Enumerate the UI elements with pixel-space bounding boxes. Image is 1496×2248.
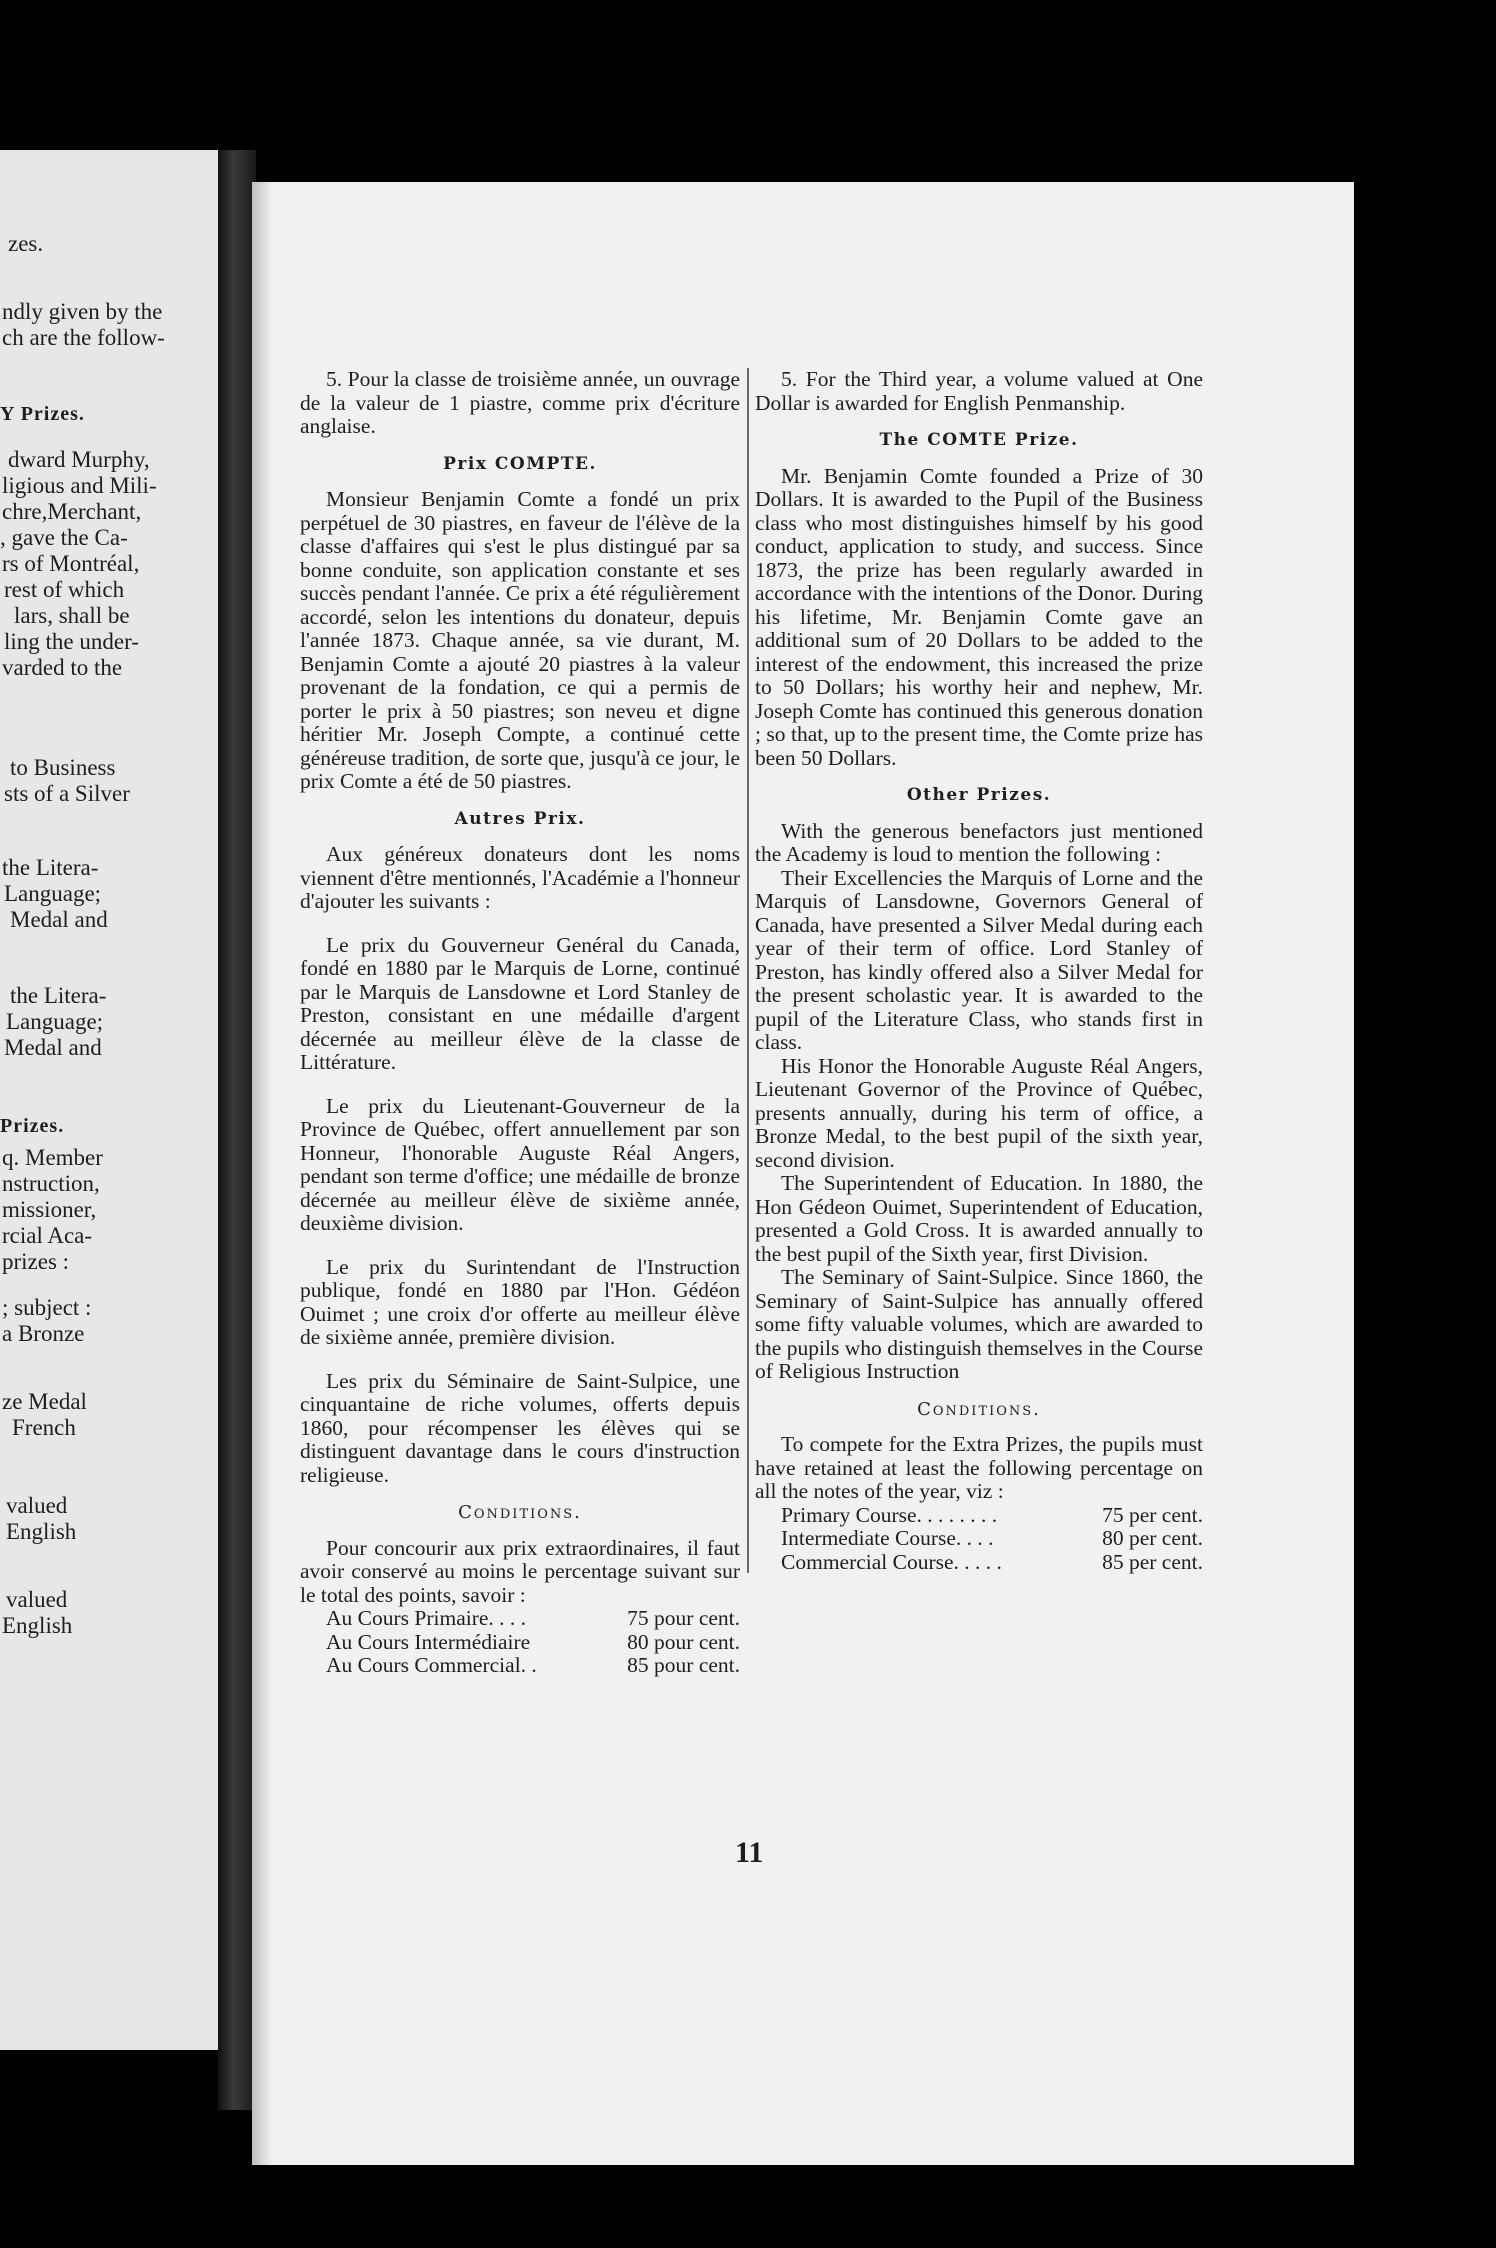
fr-row-intermediaire: Au Cours Intermédiaire 80 pour cent.: [326, 1629, 740, 1654]
column-rule: [747, 368, 749, 1573]
fr-para-conditions: Pour concourir aux prix extraordinaires, il faut avoir conservé au moins le percentage suivant sur le total des points, savoir :: [300, 1535, 740, 1607]
french-column: [300, 368, 740, 1678]
en-percentage-list: [781, 1504, 1203, 1575]
left-page-fragment: [0, 150, 222, 2050]
left-page-line: prizes :: [2, 1249, 70, 1274]
left-page-line: rcial Aca-: [2, 1223, 93, 1248]
left-page-line: Language;: [4, 881, 102, 906]
left-page-line: missioner,: [2, 1197, 97, 1222]
left-page-line: , gave the Ca-: [0, 525, 128, 550]
fr-para-lieutenant: Le prix du Lieutenant-Gouverneur de la Province de Québec, offert annuellement par son Honneur, l'honorable Auguste Réal Angers, pendant son terme d'office; une médaille de bronze décernée au meilleur élève de sixième année, deuxième division.: [300, 1093, 740, 1235]
page-number: 11: [735, 1836, 764, 1869]
fr-para-gouverneur: Le prix du Gouverneur Genéral du Canada, fondé en 1880 par le Marquis de Lorne, continué par le Marquis de Lansdowne et Lord Stanley de Preston, consistant en une médaille d'argent décernée au meilleur élève de la classe de Littérature.: [300, 932, 740, 1074]
left-page-line: to Business: [10, 755, 116, 780]
en-heading-conditions: Conditions.: [917, 1398, 1041, 1420]
left-page-line: chre,Merchant,: [2, 499, 142, 524]
en-para-third-year: 5. For the Third year, a volume valued at One Dollar is awarded for English Penmanship.: [755, 367, 1203, 415]
english-column: [755, 368, 1203, 1574]
left-page-line: valued: [6, 1493, 68, 1518]
book-gutter: [218, 150, 256, 2110]
left-page-line: English: [2, 1613, 73, 1638]
left-page-line: the Litera-: [10, 983, 107, 1008]
left-page-line: ze Medal: [2, 1389, 87, 1414]
left-page-line: dward Murphy,: [8, 447, 150, 472]
left-page-line: varded to the: [2, 655, 123, 680]
fr-row-commercial: Au Cours Commercial. . 85 pour cent.: [326, 1653, 740, 1677]
left-page-line: the Litera-: [2, 855, 99, 880]
left-page-line: sts of a Silver: [4, 781, 130, 806]
fr-percentage-list: [326, 1607, 740, 1678]
left-page-line: ling the under-: [4, 629, 139, 654]
en-heading-other: Other Prizes.: [906, 785, 1052, 805]
left-page-line: rs of Montréal,: [2, 551, 140, 576]
fr-heading-comte: Prix COMPTE.: [443, 453, 597, 474]
en-row-intermediate: Intermediate Course. . . . 80 per cent.: [781, 1526, 1203, 1550]
en-para-superintendent: The Superintendent of Education. In 1880, the Hon Gédeon Ouimet, Superintendent of Education, presented a Gold Cross. It is awarded annually to the best pupil of the Sixth year, first Division.: [755, 1171, 1203, 1266]
en-para-other: With the generous benefactors just mentioned the Academy is loud to mention the following :: [755, 818, 1203, 866]
fr-heading-conditions: Conditions.: [458, 1502, 582, 1523]
fr-para-comte: Monsieur Benjamin Comte a fondé un prix perpétuel de 30 piastres, en faveur de l'élève de la classe d'affaires qui s'est le plus distingué par sa bonne conduite, son application constante et ses succès pendant l'année. Ce prix a été régulièrement accordé, selon les intentions du donateur, depuis l'année 1873. Chaque année, sa vie durant, M. Benjamin Comte a ajouté 20 piastres à la valeur provenant de la fondation, ce qui a permis de porter le prix à 50 piastres; son neveu et digne héritier Mr. Joseph Compte, a continué cette généreuse tradition, de sorte que, jusqu'à ce jour, le prix Comte a été de 50 piastres.: [300, 487, 740, 793]
left-page-line: valued: [6, 1587, 68, 1612]
left-page-line: zes.: [8, 231, 44, 256]
fr-para-autres: Aux généreux donateurs dont les noms viennent d'être mentionnés, l'Académie a l'honneur d'ajouter les suivants :: [300, 842, 740, 913]
left-page-line: Language;: [6, 1009, 104, 1034]
left-page-line: French: [12, 1415, 76, 1440]
en-para-conditions: To compete for the Extra Prizes, the pupils must have retained at least the following percentage on all the notes of the year, viz :: [755, 1432, 1203, 1503]
left-page-line: q. Member: [2, 1145, 103, 1170]
en-para-seminary: The Seminary of Saint-Sulpice. Since 1860, the Seminary of Saint-Sulpice has annually offered some fifty valuable volumes, which are awarded to the pupils who distinguish themselves in the Course of Religious Instruction: [755, 1265, 1203, 1383]
left-page-line: ndly given by the: [2, 299, 163, 324]
left-page-line: Medal and: [4, 1035, 102, 1060]
left-page-line: nstruction,: [2, 1171, 100, 1196]
en-para-excellencies: Their Excellencies the Marquis of Lorne and the Marquis of Lansdowne, Governors General of Canada, have presented a Silver Medal during each year of their term of office. Lord Stanley of Preston, has kindly offered also a Silver Medal for the present scholastic year. It is awarded to the pupil of the Literature Class, who stands first in class.: [755, 865, 1203, 1054]
left-page-line: ch are the follow-: [2, 325, 165, 350]
left-page-line: ligious and Mili-: [2, 473, 157, 498]
fr-para-third-year: 5. Pour la classe de troisième année, un ouvrage de la valeur de 1 piastre, comme prix d'écriture anglaise.: [300, 367, 740, 438]
en-heading-comte: The COMTE Prize.: [879, 430, 1079, 450]
left-page-line: Y Prizes.: [0, 403, 85, 425]
left-page-line: a Bronze: [2, 1321, 85, 1346]
fr-heading-autres: Autres Prix.: [454, 808, 586, 829]
left-page-line: English: [6, 1519, 77, 1544]
fr-para-seminaire: Les prix du Séminaire de Saint-Sulpice, une cinquantaine de riche volumes, offerts depuis 1860, pour récompenser les élèves qui se distinguent davantage dans le cours d'instruction religieuse.: [300, 1368, 740, 1487]
en-para-comte: Mr. Benjamin Comte founded a Prize of 30 Dollars. It is awarded to the Pupil of the Business class who most distinguishes himself by his good conduct, application to study, and success. Since 1873, the prize has been regularly awarded in accordance with the intentions of the Donor. During his lifetime, Mr. Benjamin Comte gave an additional sum of 20 Dollars to be added to the interest of the endowment, this increased the prize to 50 Dollars; his worthy heir and nephew, Mr. Joseph Comte has continued this generous donation ; so that, up to the present time, the Comte prize has been 50 Dollars.: [755, 463, 1203, 770]
left-page-line: Prizes.: [0, 1115, 65, 1137]
en-row-commercial: Commercial Course. . . . . 85 per cent.: [781, 1549, 1203, 1574]
en-para-honor: His Honor the Honorable Auguste Réal Angers, Lieutenant Governor of the Province of Québec, presents annually, during his term of office, a Bronze Medal, to the best pupil of the sixth year, second division.: [755, 1053, 1203, 1172]
en-row-primary: Primary Course. . . . . . . . 75 per cent.: [781, 1502, 1203, 1527]
left-page-line: lars, shall be: [14, 603, 130, 628]
left-page-line: ; subject :: [2, 1295, 92, 1320]
fr-row-primaire: Au Cours Primaire. . . . 75 pour cent.: [326, 1606, 740, 1630]
left-page-line: Medal and: [10, 907, 108, 932]
fr-para-surintendant: Le prix du Surintendant de l'Instruction publique, fondé en 1880 par l'Hon. Gédéon Ouimet ; une croix d'or offerte au meilleur élève de sixième année, première division.: [300, 1254, 740, 1349]
left-page-line: rest of which: [4, 577, 125, 602]
